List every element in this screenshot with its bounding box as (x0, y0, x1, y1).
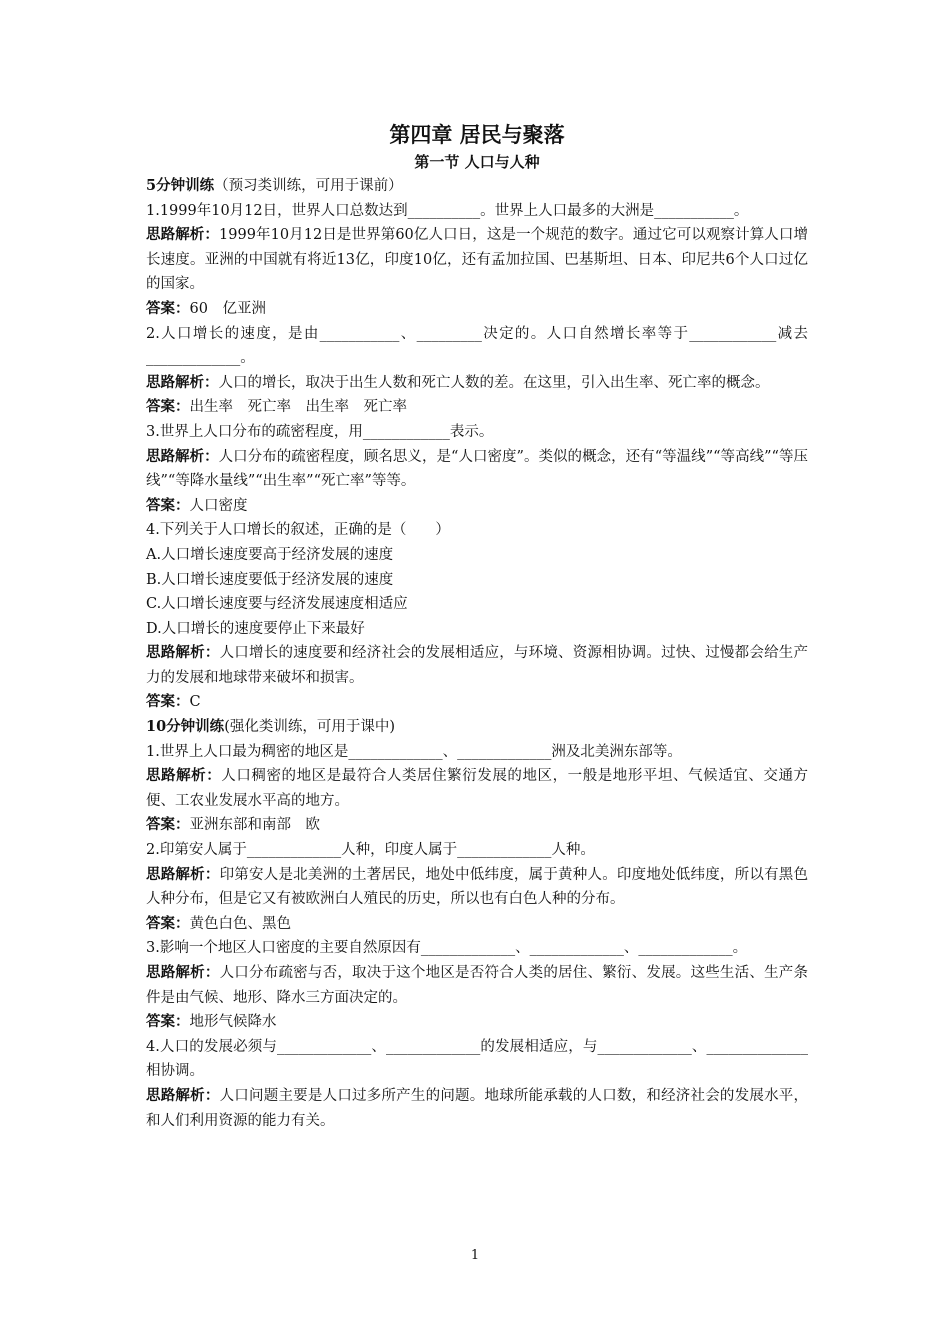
analysis-text: 人口的增长，取决于出生人数和死亡人数的差。在这里，引入出生率、死亡率的概念。 (218, 374, 770, 391)
analysis (146, 1084, 808, 1133)
analysis-label: 思路解析： (146, 373, 219, 391)
answer-label: 答案： (146, 693, 190, 711)
answer (146, 297, 808, 322)
page-number: 1 (470, 1248, 480, 1263)
section-name: 10分钟训练 (146, 718, 225, 736)
question: 1.世界上人口最为稠密的地区是_____________、_____________洲及北美洲东部等。 (146, 743, 682, 760)
analysis-label: 思路解析： (146, 447, 219, 465)
answer-label: 答案： (146, 299, 190, 317)
answer-text: 黄色白色、黑色 (189, 915, 291, 932)
analysis (146, 371, 808, 396)
question: 4.下列关于人口增长的叙述，正确的是（ ） (146, 522, 450, 539)
analysis-text: 人口增长的速度要和经济社会的发展相适应，与环境、资源相协调。过快、过慢都会给生产力的发展和地球带来破坏和损害。 (146, 645, 809, 686)
option-c: C.人口增长速度要与经济发展速度相适应 (146, 596, 408, 613)
answer (146, 690, 808, 715)
analysis-text: 人口分布疏密与否，取决于这个地区是否符合人类的居住、繁衍、发展。这些生活、生产条件是由气候、地形、降水三方面决定的。 (146, 965, 809, 1006)
section-heading-10min (146, 715, 808, 740)
analysis (146, 863, 808, 912)
answer (146, 813, 808, 838)
section-note: (强化类训练，可用于课中) (224, 719, 396, 736)
page-content (146, 120, 808, 1133)
question: 1.1999年10月12日，世界人口总数达到__________。世界上人口最多的大洲是___________。 (146, 202, 749, 219)
section-title: 第一节 人口与人种 (414, 153, 540, 171)
answer-label: 答案： (146, 914, 190, 932)
analysis-label: 思路解析： (146, 767, 222, 785)
answer-text: 亚洲东部和南部 欧 (189, 817, 320, 834)
answer (146, 395, 808, 420)
answer (146, 494, 808, 519)
question: 2.印第安人属于_____________人种，印度人属于_____________人种。 (146, 842, 595, 859)
option-d: D.人口增长的速度要停止下来最好 (146, 620, 365, 637)
analysis-label: 思路解析： (146, 644, 220, 662)
analysis-text: 人口问题主要是人口过多所产生的问题。地球所能承载的人口数，和经济社会的发展水平，和人们利用资源的能力有关。 (146, 1087, 809, 1129)
answer-text: 60 亿亚洲 (189, 300, 266, 317)
analysis (146, 641, 808, 690)
analysis-label: 思路解析： (146, 964, 220, 981)
analysis-text: 1999年10月12日是世界第60亿人口日，这是一个规范的数字。通过它可以观察计算人口增长速度。亚洲的中国就有将近13亿，印度10亿，还有孟加拉国、巴基斯坦、日本、印尼共6个人口过亿的国家。 (146, 227, 808, 293)
analysis-label: 思路解析： (146, 1086, 220, 1104)
question: 2.人口增长的速度，是由___________、_________决定的。人口自然增长率等于____________减去_____________。 (146, 325, 808, 367)
analysis (146, 764, 808, 813)
analysis-text: 人口分布的疏密程度，顾名思义，是“人口密度”。类似的概念，还有“等温线”“等高线”“等压线”“等降水量线”“出生率”“死亡率”等等。 (146, 448, 809, 490)
option-a: A.人口增长速度要高于经济发展的速度 (146, 546, 394, 563)
answer-label: 答案： (146, 496, 190, 514)
question: 3.世界上人口分布的疏密程度，用____________表示。 (146, 423, 494, 440)
analysis-text: 印第安人是北美洲的土著居民，地处中低纬度，属于黄种人。印度地处低纬度，所以有黑色人种分布，但是它又有被欧洲白人殖民的历史，所以也有白色人种的分布。 (146, 866, 809, 908)
question: 3.影响一个地区人口密度的主要自然原因有_____________、_____________、_____________。 (146, 940, 748, 957)
section-heading-5min (146, 174, 808, 199)
option-b: B.人口增长速度要低于经济发展的速度 (146, 571, 394, 588)
analysis-label: 思路解析： (146, 865, 220, 883)
answer-label: 答案： (146, 398, 190, 416)
answer-text: C (189, 694, 201, 711)
answer-text: 出生率 死亡率 出生率 死亡率 (189, 399, 407, 416)
answer-label: 答案： (146, 1013, 190, 1031)
answer (146, 912, 808, 937)
analysis (146, 961, 808, 1010)
answer-label: 答案： (146, 816, 190, 834)
analysis (146, 223, 808, 297)
answer-text: 人口密度 (189, 497, 248, 514)
analysis-text: 人口稠密的地区是最符合人类居住繁衍发展的地区，一般是地形平坦、气候适宜、交通方便、工农业发展水平高的地方。 (146, 768, 809, 809)
question: 4.人口的发展必须与_____________、_____________的发展相适应，与_____________、______________相协调。 (146, 1038, 808, 1080)
analysis (146, 445, 808, 494)
chapter-title: 第四章 居民与聚落 (389, 122, 565, 147)
section-name: 5分钟训练 (146, 177, 215, 194)
analysis-label: 思路解析： (146, 226, 220, 244)
answer (146, 1010, 808, 1035)
section-note: （预习类训练，可用于课前） (214, 178, 403, 194)
answer-text: 地形气候降水 (189, 1014, 277, 1031)
